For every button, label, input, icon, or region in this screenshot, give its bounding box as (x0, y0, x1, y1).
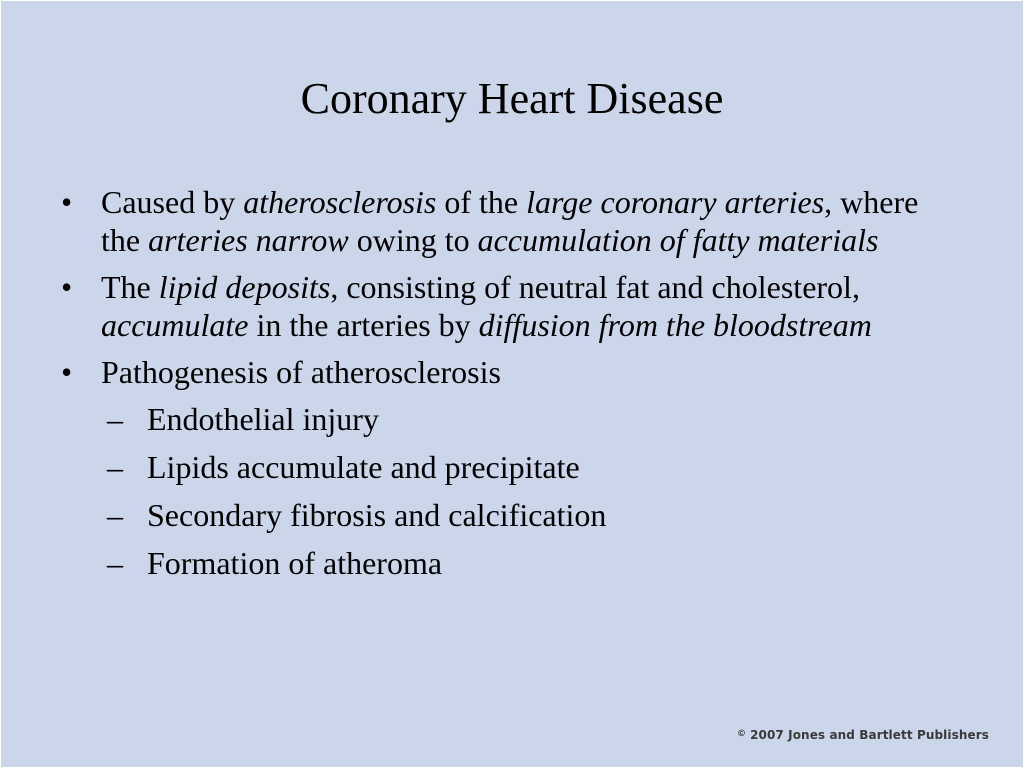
sub-bullet-text: Endothelial injury (147, 401, 379, 437)
text-run: of the (436, 184, 527, 220)
emphasis-text: accumulation of fatty materials (477, 222, 879, 258)
bullet-text (101, 354, 501, 390)
bullet-item (61, 268, 921, 344)
dash-marker: – (107, 449, 123, 485)
sub-bullet-item (101, 448, 921, 486)
bullet-item (61, 353, 921, 582)
sub-bullet-item (101, 544, 921, 582)
slide (1, 1, 1023, 767)
text-run: The (101, 269, 159, 305)
copyright-notice (737, 728, 989, 742)
bullet-marker: • (61, 269, 73, 305)
emphasis-text: accumulate (101, 307, 249, 343)
sub-bullet-item (101, 496, 921, 534)
bullet-text (101, 184, 918, 258)
text-run: Caused by (101, 184, 244, 220)
dash-marker: – (107, 545, 123, 581)
bullet-list (61, 183, 921, 592)
text-run: , consisting of neutral fat and cholesterol, (330, 269, 860, 305)
bullet-text (101, 269, 872, 343)
copyright-text: 2007 Jones and Bartlett Publishers (750, 728, 989, 742)
sub-bullet-list (101, 400, 921, 582)
emphasis-text: lipid deposits (158, 269, 331, 305)
emphasis-text: diffusion from the bloodstream (478, 307, 872, 343)
dash-marker: – (107, 497, 123, 533)
text-run: , where the (101, 184, 919, 258)
sub-bullet-text: Lipids accumulate and precipitate (147, 449, 580, 485)
slide-title: Coronary Heart Disease (300, 74, 724, 123)
emphasis-text: atherosclerosis (243, 184, 437, 220)
bullet-marker: • (61, 184, 73, 220)
emphasis-text: large coronary arteries (526, 184, 825, 220)
text-run: Pathogenesis of atherosclerosis (101, 354, 501, 390)
bullet-item (61, 183, 921, 259)
emphasis-text: arteries narrow (148, 222, 349, 258)
sub-bullet-text: Formation of atheroma (147, 545, 443, 581)
copyright-symbol: © (736, 729, 747, 739)
dash-marker: – (107, 401, 123, 437)
sub-bullet-text: Secondary fibrosis and calcification (147, 497, 607, 533)
text-run: in the arteries by (248, 307, 479, 343)
sub-bullet-item (101, 400, 921, 438)
bullet-marker: • (61, 354, 73, 390)
text-run: owing to (348, 222, 478, 258)
